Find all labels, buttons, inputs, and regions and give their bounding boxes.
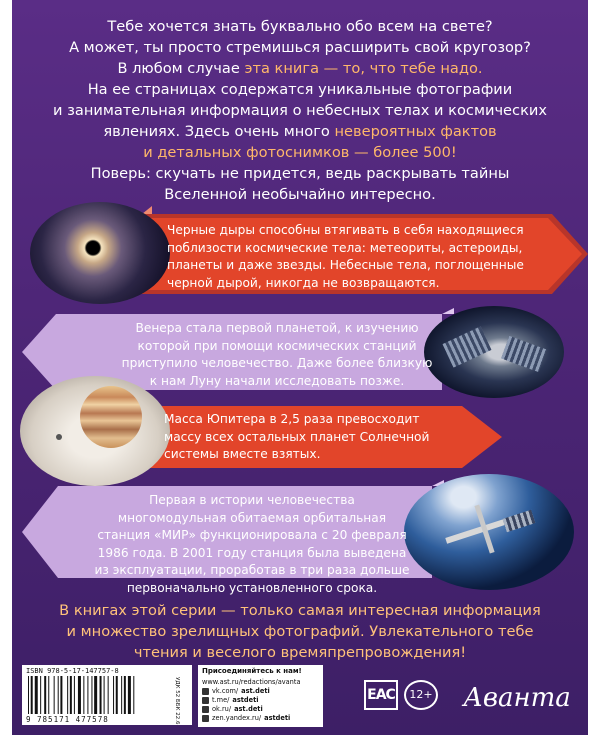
intro-line: [12, 37, 588, 58]
intro-highlight: и детальных фотоснимков — более 500!: [143, 144, 457, 161]
intro-line-text: явлениях. Здесь очень много: [103, 123, 335, 140]
intro-line: [12, 163, 588, 184]
barcode: [22, 665, 192, 725]
social-link[interactable]: [202, 705, 319, 714]
telegram-icon: [202, 697, 209, 704]
intro-line-text: и занимательная информация о небесных телах и космических: [53, 102, 547, 119]
zen-icon: [202, 715, 209, 722]
intro-highlight: невероятных фактов: [334, 123, 497, 140]
outro-line: чтения и веселого времяпрепровождения!: [133, 644, 467, 661]
intro-line: [12, 142, 588, 163]
fact-text: [167, 222, 547, 292]
ok-icon: [202, 706, 209, 713]
fact-line: первоначально установленного срока.: [126, 580, 378, 595]
outro-line: и множество зрелищных фотографий. Увлекательного тебе: [66, 623, 534, 640]
fact-line: приступило человечество. Даже более близкую: [121, 356, 433, 370]
fact-line: 1986 года. В 2001 году станция была выведена: [97, 545, 407, 560]
social-links: [198, 665, 323, 727]
social-link[interactable]: [202, 678, 319, 687]
fact-line: из эксплуатации, проработав в три раза дольше: [94, 563, 410, 577]
fact-line: которой при помощи космических станций: [137, 338, 417, 353]
intro-line-text: На ее страницах содержатся уникальные фотографии: [87, 81, 513, 98]
outro-text: [12, 600, 588, 663]
space-probe-photo: [424, 306, 564, 398]
fact-line: к нам Луну начали исследовать позже.: [149, 373, 405, 388]
fact-text: [117, 320, 437, 390]
social-link-handle: ast.deti: [234, 705, 263, 713]
intro-line: [12, 121, 588, 142]
intro-highlight: эта книга — то, что тебе надо.: [244, 60, 483, 77]
fact-line: планеты и даже звезды. Небесные тела, поглощенные: [167, 258, 524, 272]
fact-line: массу всех остальных планет Солнечной: [164, 429, 430, 444]
intro-line-text: Тебе хочется знать буквально обо всем на свете?: [107, 18, 493, 35]
fact-line: системы вместе взятых.: [164, 447, 321, 461]
intro-line-text: Поверь: скучать не придется, ведь раскрывать тайны: [90, 165, 510, 182]
intro-text: [12, 16, 588, 205]
fact-black-hole: [12, 202, 588, 304]
jupiter-photo: [20, 376, 170, 486]
fact-text: [72, 492, 432, 597]
eac-mark: ЕАС: [364, 680, 398, 710]
classification-code: УДК 52 ББК 22.6: [174, 677, 180, 725]
outro-line: В книгах этой серии — только самая интересная информация: [59, 602, 541, 619]
intro-line-text: В любом случае: [117, 60, 245, 77]
avanta-logo: Аванта: [463, 683, 571, 713]
book-back-cover: [12, 0, 588, 735]
social-link[interactable]: [202, 696, 319, 705]
intro-line: [12, 79, 588, 100]
social-link-handle: astdeti: [232, 696, 259, 704]
intro-line: [12, 100, 588, 121]
social-link-handle: astdeti: [264, 714, 291, 722]
vk-icon: [202, 688, 209, 695]
social-link-url: t.me/: [212, 696, 230, 704]
fact-text: [164, 411, 464, 464]
join-us-heading: Присоединяйтесь к нам!: [202, 667, 302, 675]
intro-line: [12, 16, 588, 37]
age-rating-badge: 12+: [404, 680, 438, 710]
black-hole-photo: [30, 202, 170, 304]
fact-line: многомодульная обитаемая орбитальная: [117, 510, 387, 525]
intro-line-text: А может, ты просто стремишься расширить свой кругозор?: [69, 39, 531, 56]
fact-line: черной дырой, никогда не возвращаются.: [167, 275, 440, 290]
fact-mir: [12, 478, 588, 595]
barcode-bars: [26, 676, 171, 714]
fact-line: станция «МИР» функционировала с 20 февраля: [97, 528, 407, 542]
fact-line: Первая в истории человечества: [149, 493, 355, 507]
social-link[interactable]: [202, 714, 319, 723]
fact-line: Венера стала первой планетой, к изучению: [135, 321, 419, 335]
fact-line: Масса Юпитера в 2,5 раза превосходит: [164, 412, 420, 426]
social-link-url: zen.yandex.ru/: [212, 714, 262, 722]
fact-line: поблизости космические тела: метеориты, астероиды,: [167, 240, 523, 255]
social-link-handle: ast.deti: [241, 687, 270, 695]
social-link[interactable]: [202, 687, 319, 696]
barcode-digits: 9 785171 477578: [26, 715, 109, 724]
intro-line-text: Вселенной необычайно интересно.: [164, 186, 436, 203]
fact-line: Черные дыры способны втягивать в себя находящиеся: [167, 223, 524, 237]
intro-line: [12, 58, 588, 79]
social-link-url: vk.com/: [212, 687, 239, 695]
social-link-url: ok.ru/: [212, 705, 232, 713]
fact-jupiter: [12, 398, 588, 476]
isbn-number: ISBN 978-5-17-147757-8: [26, 667, 119, 675]
social-link-url: www.ast.ru/redactions/avanta: [202, 678, 301, 686]
